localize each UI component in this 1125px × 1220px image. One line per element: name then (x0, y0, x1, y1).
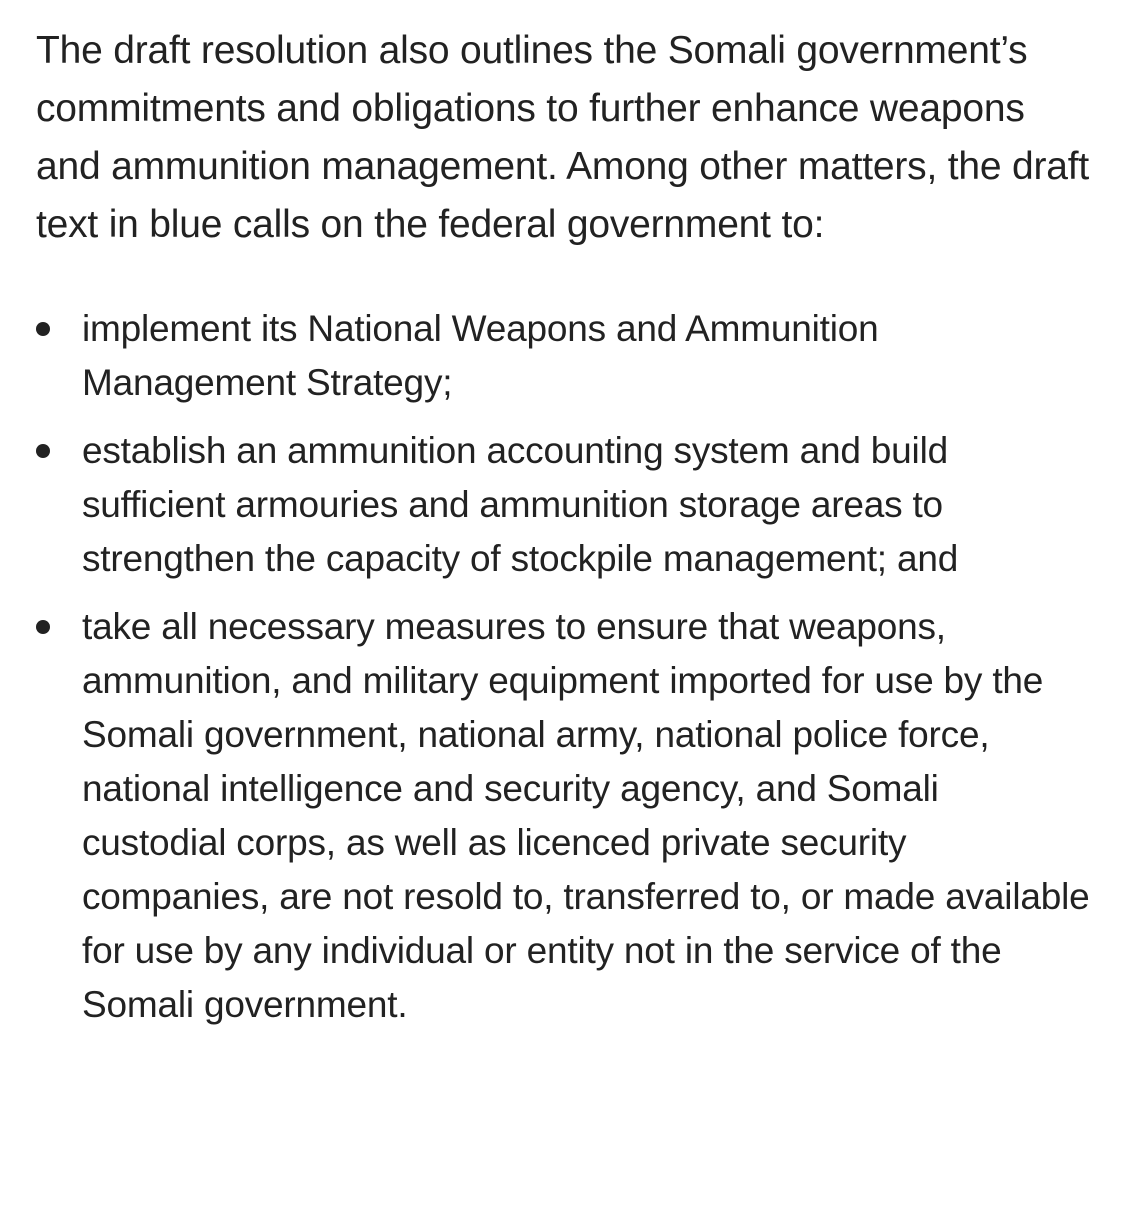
list-item (36, 424, 1092, 586)
intro-paragraph: The draft resolution also outlines the Somali government’s commitments and obligations to further enhance weapons and ammunition management. Among other matters, the draft text in blue calls on the federal government to: (36, 29, 1090, 246)
list-item (36, 302, 1092, 410)
list-item (36, 600, 1092, 1032)
bullet-icon (36, 444, 50, 458)
list-item-text: implement its National Weapons and Ammunition Management Strategy; (82, 308, 879, 403)
bullet-icon (36, 620, 50, 634)
obligations-list (36, 302, 1089, 1032)
list-item-text: establish an ammunition accounting system and build sufficient armouries and ammunition storage areas to strengthen the capacity of stockpile management; and (82, 430, 959, 579)
list-item-text: take all necessary measures to ensure that weapons, ammunition, and military equipment imported for use by the Somali government, national army, national police force, national intelligence and security agency, and Somali custodial corps, as well as licenced private security companies, are not resold to, transferred to, or made available for use by any individual or entity not in the service of the Somali government. (82, 606, 1090, 1025)
bullet-icon (36, 322, 50, 336)
